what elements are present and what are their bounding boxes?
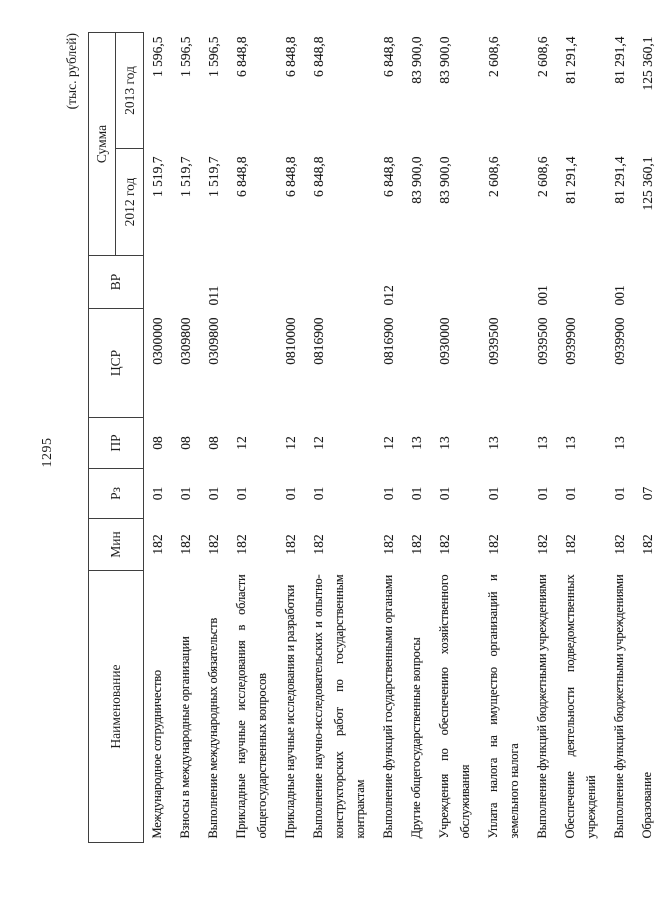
table-row <box>375 32 403 842</box>
column-header-sum: Сумма <box>89 32 116 255</box>
cell-sum-2013: 2 608,6 <box>535 36 550 77</box>
column-header-2013: 2013 год <box>116 32 144 148</box>
cell-sum-2012: 1 519,7 <box>150 156 165 197</box>
page-number: 1295 <box>40 437 55 468</box>
cell-rz: 01 <box>612 486 627 501</box>
cell-name: Взносы в международные организации <box>178 636 192 839</box>
table-row <box>403 32 431 842</box>
cell-vr: 011 <box>206 285 221 306</box>
cell-csr: 0309800 <box>178 317 193 365</box>
cell-rz: 01 <box>178 486 193 501</box>
cell-min: 182 <box>437 534 452 555</box>
cell-sum-2012: 81 291,4 <box>612 156 627 204</box>
cell-min: 182 <box>486 534 501 555</box>
cell-name: Выполнение функций бюджетными учреждениями <box>612 574 626 839</box>
table-row <box>557 32 606 842</box>
cell-sum-2013: 1 596,5 <box>206 36 221 77</box>
cell-vr: 012 <box>381 285 396 306</box>
cell-min: 182 <box>640 534 655 555</box>
cell-min: 182 <box>535 534 550 555</box>
cell-pr: 13 <box>437 436 452 450</box>
cell-sum-2013: 6 848,8 <box>311 36 326 77</box>
cell-sum-2012: 2 608,6 <box>486 156 501 197</box>
column-header-pr: ПР <box>89 418 144 469</box>
cell-name: Международное сотрудничество <box>150 670 164 839</box>
cell-name: Выполнение функций государственными органами <box>381 574 395 839</box>
cell-rz: 01 <box>283 486 298 501</box>
cell-csr: 0816900 <box>381 317 396 365</box>
cell-name: Выполнение функций бюджетными учреждениями <box>535 574 549 839</box>
cell-vr <box>305 256 375 309</box>
cell-sum-2013: 83 900,0 <box>437 36 452 84</box>
cell-vr <box>277 256 305 309</box>
cell-sum-2012: 81 291,4 <box>563 156 578 204</box>
cell-csr <box>228 309 277 418</box>
cell-name: Выполнение научно-исследовательских и опытно-конструкторских работ по государственным контрактам <box>311 574 367 839</box>
cell-csr: 0309800 <box>206 317 221 365</box>
cell-rz: 01 <box>486 486 501 501</box>
table-body <box>144 32 662 842</box>
cell-pr: 13 <box>409 436 424 450</box>
cell-sum-2012: 1 519,7 <box>206 156 221 197</box>
cell-name: Прикладные научные исследования и разработки <box>283 584 297 839</box>
cell-pr: 08 <box>150 436 165 450</box>
units-note: (тыс. рублей) <box>64 33 79 110</box>
cell-csr <box>403 309 431 418</box>
cell-min: 182 <box>409 534 424 555</box>
cell-vr <box>480 256 529 309</box>
cell-name: Обеспечение деятельности подведомственных учреждений <box>563 574 598 839</box>
cell-pr: 13 <box>563 436 578 450</box>
cell-pr: 08 <box>206 436 221 450</box>
table-row <box>172 32 200 842</box>
cell-vr: 001 <box>612 285 627 306</box>
cell-sum-2013: 1 596,5 <box>150 36 165 77</box>
table-row <box>480 32 529 842</box>
cell-pr: 08 <box>178 436 193 450</box>
cell-min: 182 <box>311 534 326 555</box>
cell-rz: 01 <box>150 486 165 501</box>
cell-csr: 0939500 <box>535 317 550 365</box>
cell-sum-2012: 83 900,0 <box>409 156 424 204</box>
cell-csr: 0930000 <box>437 317 452 365</box>
cell-pr: 13 <box>612 436 627 450</box>
cell-sum-2012: 83 900,0 <box>437 156 452 204</box>
cell-sum-2012: 6 848,8 <box>283 156 298 197</box>
cell-pr: 12 <box>311 436 326 450</box>
table-row <box>634 32 662 842</box>
cell-min: 182 <box>283 534 298 555</box>
column-header-rz: Рз <box>89 469 144 519</box>
cell-sum-2012: 1 519,7 <box>178 156 193 197</box>
cell-sum-2013: 1 596,5 <box>178 36 193 77</box>
cell-vr <box>431 256 480 309</box>
cell-csr: 0300000 <box>150 317 165 365</box>
cell-min: 182 <box>381 534 396 555</box>
cell-sum-2012: 6 848,8 <box>311 156 326 197</box>
table-header <box>89 32 144 842</box>
cell-min: 182 <box>150 534 165 555</box>
cell-sum-2013: 81 291,4 <box>612 36 627 84</box>
cell-rz: 01 <box>206 486 221 501</box>
cell-vr <box>228 256 277 309</box>
cell-pr: 12 <box>381 436 396 450</box>
cell-csr: 0939900 <box>563 317 578 365</box>
cell-pr <box>634 418 662 469</box>
cell-vr: 001 <box>535 285 550 306</box>
cell-pr: 13 <box>486 436 501 450</box>
cell-sum-2013: 81 291,4 <box>563 36 578 84</box>
cell-name: Учреждения по обеспечению хозяйственного обслуживания <box>437 574 472 839</box>
cell-min: 182 <box>234 534 249 555</box>
cell-vr <box>403 256 431 309</box>
table-row <box>606 32 634 842</box>
cell-sum-2012: 125 360,1 <box>640 156 655 211</box>
table-row <box>431 32 480 842</box>
cell-name: Другие общегосударственные вопросы <box>409 637 423 839</box>
cell-name: Уплата налога на имущество организаций и земельного налога <box>486 574 521 839</box>
table-row <box>277 32 305 842</box>
table-row <box>529 32 557 842</box>
cell-vr <box>144 256 173 309</box>
cell-sum-2013: 6 848,8 <box>234 36 249 77</box>
cell-rz: 01 <box>234 486 249 501</box>
cell-rz: 01 <box>437 486 452 501</box>
cell-pr: 12 <box>283 436 298 450</box>
cell-rz: 07 <box>640 486 655 501</box>
cell-name: Прикладные научные исследования в области общегосударственных вопросов <box>234 574 269 839</box>
cell-rz: 01 <box>381 486 396 501</box>
cell-csr: 0939900 <box>612 317 627 365</box>
column-header-csr: ЦСР <box>89 309 144 418</box>
cell-csr <box>634 309 662 418</box>
cell-min: 182 <box>563 534 578 555</box>
cell-vr <box>557 256 606 309</box>
cell-sum-2013: 2 608,6 <box>486 36 501 77</box>
cell-csr: 0939500 <box>486 317 501 365</box>
cell-vr <box>634 256 662 309</box>
cell-rz: 01 <box>409 486 424 501</box>
cell-sum-2012: 6 848,8 <box>234 156 249 197</box>
cell-rz: 01 <box>535 486 550 501</box>
cell-sum-2013: 6 848,8 <box>381 36 396 77</box>
cell-name: Образование <box>640 772 654 839</box>
cell-sum-2013: 83 900,0 <box>409 36 424 84</box>
cell-sum-2013: 125 360,1 <box>640 36 655 91</box>
cell-min: 182 <box>178 534 193 555</box>
cell-pr: 13 <box>535 436 550 450</box>
column-header-2012: 2012 год <box>116 149 144 256</box>
cell-sum-2013: 6 848,8 <box>283 36 298 77</box>
cell-min: 182 <box>612 534 627 555</box>
budget-table <box>88 32 662 843</box>
cell-rz: 01 <box>563 486 578 501</box>
table-row <box>305 32 375 842</box>
cell-pr: 12 <box>234 436 249 450</box>
cell-sum-2012: 6 848,8 <box>381 156 396 197</box>
cell-csr: 0816900 <box>311 317 326 365</box>
column-header-name: Наименование <box>89 571 144 843</box>
cell-sum-2012: 2 608,6 <box>535 156 550 197</box>
column-header-vr: ВР <box>89 256 144 309</box>
table-row <box>228 32 277 842</box>
cell-rz: 01 <box>311 486 326 501</box>
table-row <box>144 32 173 842</box>
cell-vr <box>172 256 200 309</box>
cell-min: 182 <box>206 534 221 555</box>
column-header-min: Мин <box>89 519 144 571</box>
table-row <box>200 32 228 842</box>
cell-csr: 0810000 <box>283 317 298 365</box>
cell-name: Выполнение международных обязательств <box>206 617 220 839</box>
